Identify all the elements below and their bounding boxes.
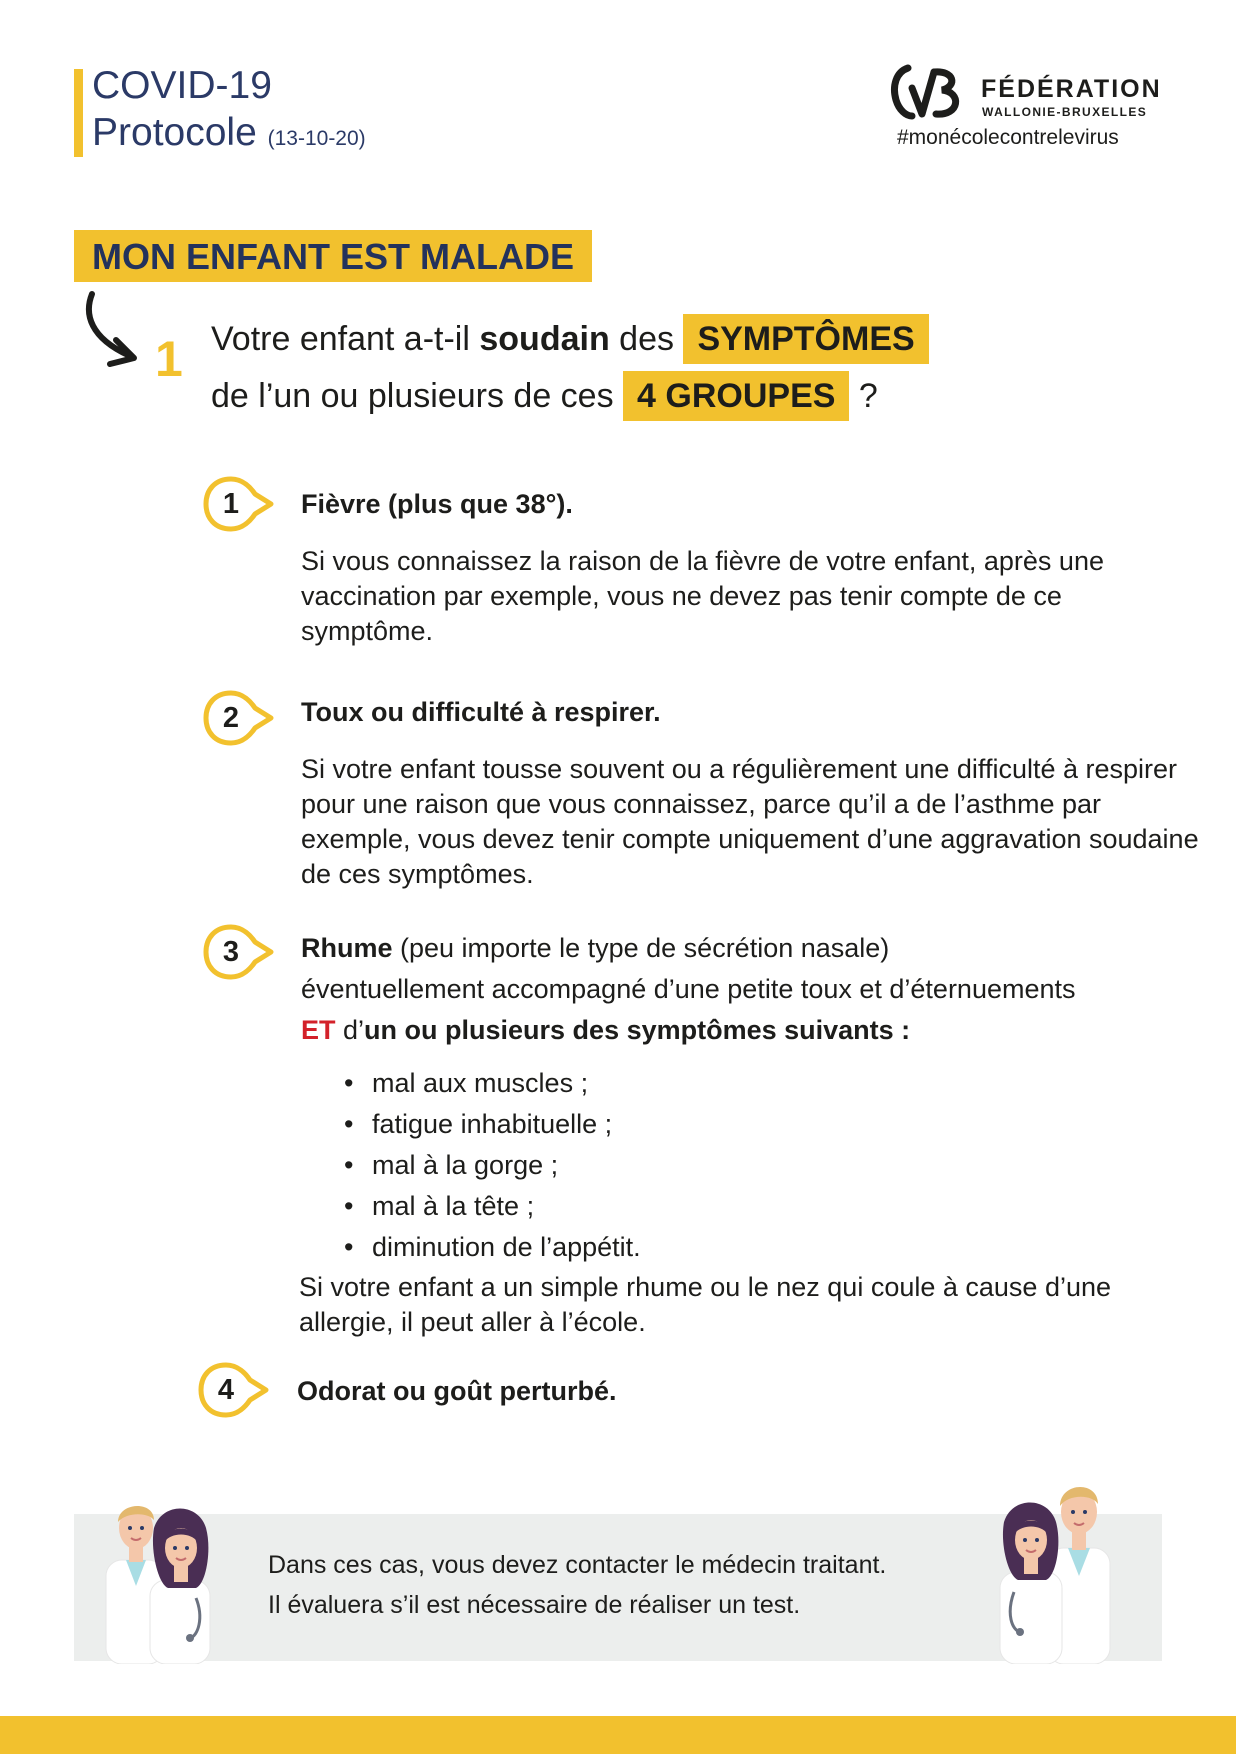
symptom-item: • mal à la gorge ; bbox=[344, 1145, 641, 1186]
step-number: 1 bbox=[155, 331, 183, 387]
symptom-item: • fatigue inhabituelle ; bbox=[344, 1104, 641, 1145]
symptom-item: • mal à la tête ; bbox=[344, 1186, 641, 1227]
group-3-line-2: éventuellement accompagné d’une petite toux et d’éternuements bbox=[301, 974, 1076, 1004]
group-1-title: Fièvre (plus que 38°). bbox=[301, 489, 573, 519]
question-mark: ? bbox=[849, 377, 878, 415]
group-3-line-3-a: d’ bbox=[335, 1015, 365, 1045]
group-1-body: Si vous connaissez la raison de la fièvre de votre enfant, après une vaccination par exemple, vous ne devez pas tenir compte de ce symptôme. bbox=[301, 546, 1104, 646]
group-2-body: Si votre enfant tousse souvent ou a régulièrement une difficulté à respirer pour une raison que vous connaissez, parce qu’il a de l’asthme par exemple, vous devez tenir compte uniquement d’une aggravation soudaine de ces symptômes. bbox=[301, 754, 1199, 889]
group-4-title: Odorat ou goût perturbé. bbox=[297, 1376, 617, 1406]
question-line-1 bbox=[211, 314, 929, 364]
header-subtitle bbox=[92, 111, 366, 156]
footer-line-2: Il évaluera s’il est nécessaire de réaliser un test. bbox=[268, 1591, 801, 1619]
question-soudain: soudain bbox=[479, 320, 610, 358]
curved-arrow-icon bbox=[82, 290, 152, 370]
group-badge-4 bbox=[198, 1362, 268, 1418]
highlight-symptomes: SYMPTÔMES bbox=[683, 314, 928, 364]
group-3-line-3-b: un ou plusieurs des symptômes suivants : bbox=[364, 1015, 911, 1045]
symptom-item: • diminution de l’appétit. bbox=[344, 1227, 641, 1268]
header-accent-bar bbox=[74, 69, 83, 157]
doctors-right-illustration-icon bbox=[990, 1468, 1130, 1664]
bottom-accent-bar bbox=[0, 1716, 1236, 1754]
group-badge-1 bbox=[203, 476, 273, 532]
symptom-item: • mal aux muscles ; bbox=[344, 1063, 641, 1104]
header-protocol-label: Protocole bbox=[92, 111, 257, 154]
question-text-c: des bbox=[609, 320, 684, 358]
group-3-body: Si votre enfant a un simple rhume ou le nez qui coule à cause d’une allergie, il peut aller à l’école. bbox=[299, 1272, 1112, 1337]
group-badge-3 bbox=[203, 924, 273, 980]
group-3-title-line bbox=[301, 928, 889, 969]
question-text-a: Votre enfant a-t-il bbox=[211, 320, 480, 358]
fwb-logo-mark-icon bbox=[890, 62, 966, 122]
hashtag: #monécolecontrelevirus bbox=[897, 126, 1119, 149]
group-3-title-rest: (peu importe le type de sécrétion nasale) bbox=[392, 933, 890, 963]
badge-1-number: 1 bbox=[222, 488, 240, 520]
footer-line-1: Dans ces cas, vous devez contacter le médecin traitant. bbox=[268, 1551, 887, 1579]
group-3-et: ET bbox=[301, 1015, 336, 1045]
badge-3-number: 3 bbox=[222, 936, 240, 968]
badge-2-number: 2 bbox=[222, 702, 240, 734]
question-text-e: de l’un ou plusieurs de ces bbox=[211, 377, 624, 415]
group-3-title: Rhume bbox=[301, 933, 393, 963]
logo-wallonie-text: WALLONIE-BRUXELLES bbox=[982, 105, 1148, 119]
header-title: COVID-19 bbox=[92, 64, 272, 107]
question-line-2 bbox=[211, 371, 878, 421]
badge-4-number: 4 bbox=[217, 1374, 235, 1406]
group-2-title: Toux ou difficulté à respirer. bbox=[301, 697, 661, 727]
page-title: MON ENFANT EST MALADE bbox=[74, 230, 592, 282]
highlight-4-groupes: 4 GROUPES bbox=[623, 371, 849, 421]
group-badge-2 bbox=[203, 690, 273, 746]
logo-federation-text: FÉDÉRATION bbox=[981, 75, 1162, 103]
fwb-logo bbox=[890, 60, 1162, 130]
header-date: (13-10-20) bbox=[267, 127, 366, 150]
group-3-line-3 bbox=[301, 1010, 910, 1051]
doctors-left-illustration-icon bbox=[92, 1488, 222, 1664]
symptom-list bbox=[344, 1063, 641, 1268]
